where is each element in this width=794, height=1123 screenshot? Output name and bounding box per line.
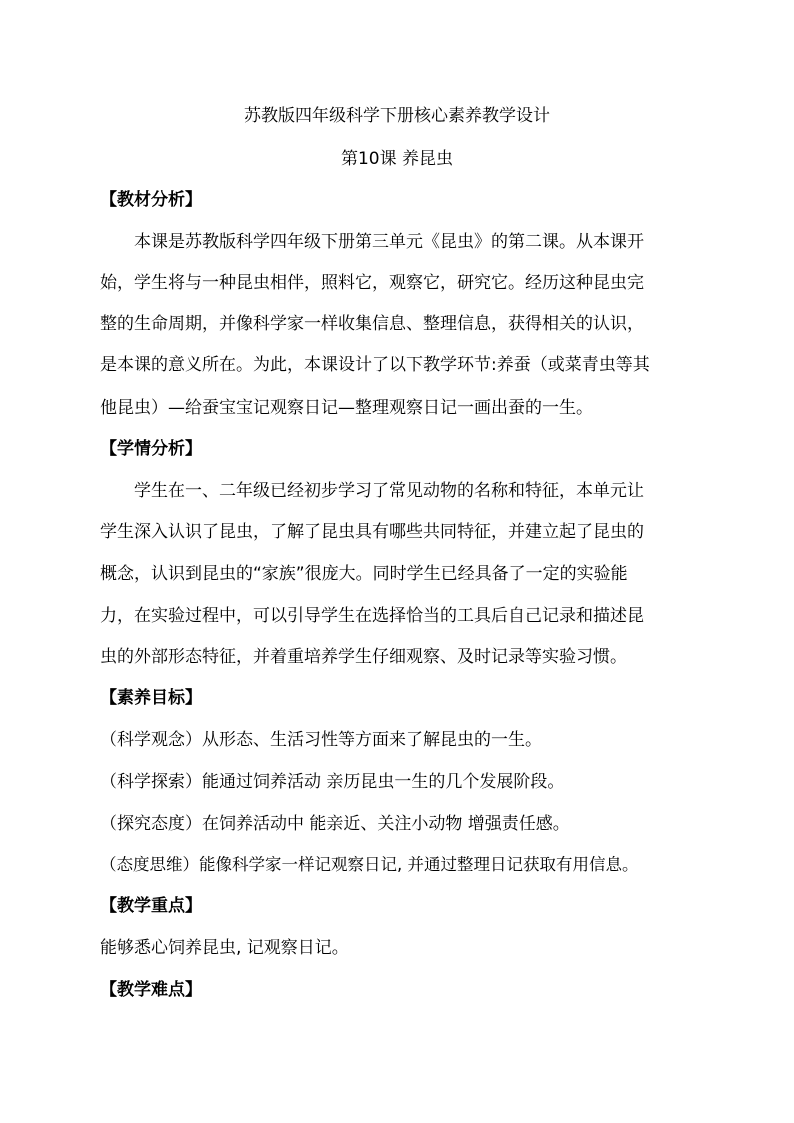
goal-item: （科学探索）能通过饲养活动 亲历昆虫一生的几个发展阶段。 [100, 772, 565, 792]
paragraph-line: 整的生命周期，并像科学家一样收集信息、整理信息，获得相关的认识， [100, 314, 644, 334]
paragraph-line: 力，在实验过程中，可以引导学生在选择恰当的工具后自己记录和描述昆 [100, 606, 644, 626]
section-heading-student-analysis: 【学情分析】 [100, 439, 202, 459]
goal-item: （科学观念）从形态、生活习性等方面来了解昆虫的一生。 [100, 730, 542, 750]
goal-item: （探究态度）在饲养活动中 能亲近、关注小动物 增强责任感。 [100, 814, 570, 834]
paragraph-line: 他昆虫）—给蚕宝宝记观察日记—整理观察日记一画出蚕的一生。 [100, 398, 593, 418]
document-title: 苏教版四年级科学下册核心素养教学设计 [244, 106, 550, 126]
goal-item: （态度思维）能像科学家一样记观察日记, 并通过整理日记获取有用信息。 [100, 855, 639, 874]
paragraph-line: 本课是苏教版科学四年级下册第三单元《昆虫》的第二课。从本课开 [134, 232, 644, 252]
paragraph-line: 是本课的意义所在。为此，本课设计了以下教学环节:养蚕（或菜青虫等其 [100, 355, 650, 375]
paragraph-line: 虫的外部形态特征，并着重培养学生仔细观察、及时记录等实验习惯。 [100, 647, 627, 667]
document-subtitle: 第10课 养昆虫 [340, 149, 454, 169]
paragraph-line: 始，学生将与一种昆虫相伴，照料它，观察它，研究它。经历这种昆虫完 [100, 273, 644, 293]
section-heading-difficult-points: 【教学难点】 [100, 980, 202, 1000]
section-heading-literacy-goals: 【素养目标】 [100, 688, 202, 708]
paragraph-line: 学生深入认识了昆虫，了解了昆虫具有哪些共同特征，并建立起了昆虫的 [100, 522, 644, 542]
paragraph-line: 概念，认识到昆虫的“家族”很庞大。同时学生已经具备了一定的实验能 [100, 564, 628, 584]
section-heading-key-points: 【教学重点】 [100, 896, 202, 916]
section-heading-textbook-analysis: 【教材分析】 [100, 190, 202, 210]
paragraph-line: 能够悉心饲养昆虫, 记观察日记。 [100, 938, 349, 958]
paragraph-line: 学生在一、二年级已经初步学习了常见动物的名称和特征，本单元让 [134, 481, 644, 501]
